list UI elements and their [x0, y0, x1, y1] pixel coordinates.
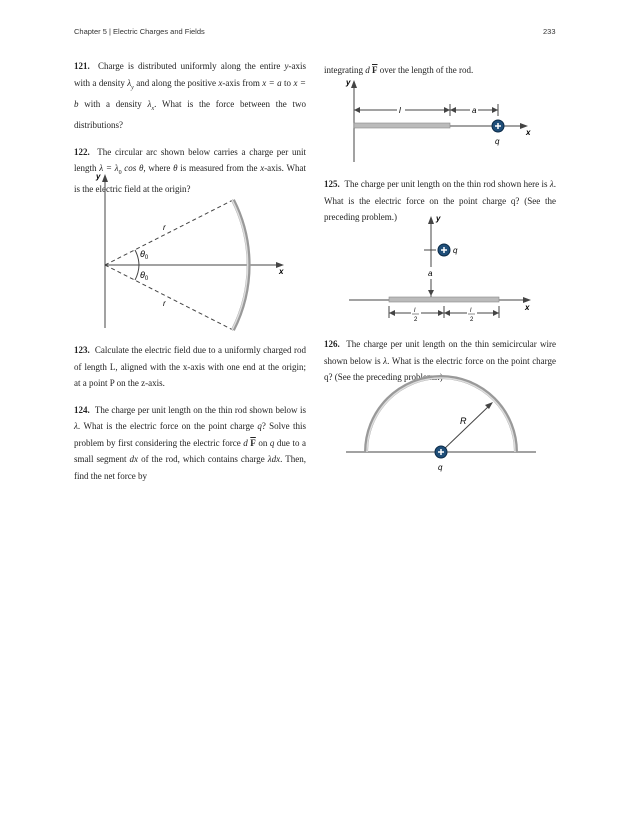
- text: λ: [127, 77, 132, 88]
- dim-arrow: [492, 107, 498, 113]
- text: λ: [74, 421, 78, 431]
- dim-arrow: [444, 310, 450, 316]
- text: . What is the electric force on the point charge q? (See the preceding problem.): [324, 179, 556, 222]
- charged-rod: [354, 123, 450, 128]
- text: $\overline{F}$: [372, 65, 378, 75]
- radius-upper: [105, 200, 233, 265]
- text: The circular arc shown below carries a charge per unit length: [74, 146, 307, 174]
- problem-number: 126.: [324, 339, 340, 349]
- text: d: [365, 65, 370, 75]
- text: x: [218, 77, 223, 88]
- l-half-den-left: 2: [414, 317, 418, 323]
- a-label: a: [472, 106, 477, 115]
- text: The charge per unit length on the thin rod shown below is: [94, 404, 307, 415]
- text: and along the positive: [133, 77, 219, 88]
- text: integrating: [324, 65, 366, 75]
- radius-arrow: [485, 402, 493, 409]
- text: . Then, find the net force by: [74, 454, 306, 481]
- text: $\overline{F}$: [250, 437, 256, 448]
- l-half-den-right: 2: [470, 317, 474, 323]
- radius-line: [441, 405, 490, 452]
- left-column-lower: [74, 342, 306, 494]
- text: ? Solve this problem by first considering the electric force: [74, 421, 307, 448]
- text: λ: [549, 179, 554, 189]
- text: -axis from: [222, 77, 263, 88]
- problem-number: 121.: [74, 61, 90, 71]
- q-label: q: [438, 463, 443, 472]
- text: dx: [129, 454, 139, 464]
- figure-126-semicircle: [344, 374, 538, 474]
- arc-highlight: [367, 378, 515, 452]
- text: on: [255, 437, 270, 448]
- q-label: q: [453, 246, 458, 255]
- l-half-num-left: l: [414, 308, 416, 314]
- text: q: [269, 437, 275, 448]
- problem-number: 125.: [324, 179, 340, 189]
- text: . What is the electric force on the point charge: [77, 421, 258, 431]
- problem-124: [74, 402, 306, 485]
- text: cos θ,: [121, 163, 146, 174]
- text: λ: [147, 98, 152, 109]
- r-label-lower: r: [163, 299, 166, 308]
- y-axis-label: y: [96, 172, 101, 181]
- dim-arrow: [444, 107, 450, 113]
- charged-rod: [389, 297, 499, 302]
- text: λ = λ: [99, 163, 119, 174]
- radius-lower: [105, 265, 233, 330]
- l-label: l: [399, 106, 401, 115]
- text: with a density: [78, 98, 148, 109]
- text: λ: [383, 355, 388, 366]
- page-number: 233: [543, 27, 556, 36]
- text: d: [243, 437, 248, 448]
- figure-124-rod: [340, 76, 540, 166]
- text: due to a small segment: [74, 437, 307, 464]
- y-axis-label: y: [346, 78, 351, 87]
- problem-number: 124.: [74, 404, 90, 415]
- text: q: [257, 421, 262, 431]
- dim-arrow: [354, 107, 360, 113]
- dim-arrow: [450, 107, 456, 113]
- q-label: q: [495, 137, 500, 146]
- y-axis-arrow: [351, 80, 357, 88]
- y-axis-label: y: [436, 214, 441, 223]
- text: 0: [118, 169, 122, 176]
- x-axis-label: x: [526, 128, 531, 137]
- text: Calculate the electric field due to a uniformly charged rod of length L, aligned with the x-axis with one end at the origin; at a point P on the z-axis.: [74, 345, 307, 388]
- R-label: R: [460, 416, 467, 426]
- y-axis-arrow: [428, 216, 434, 224]
- figure-122-arc: [80, 170, 290, 335]
- r-label-upper: r: [163, 223, 166, 232]
- x-axis-label: x: [525, 303, 530, 312]
- text: . What is the electric force on the point charge q? (See the preceding problems.): [324, 355, 557, 382]
- dim-arrow: [389, 310, 395, 316]
- theta0-lower: $\theta_0$: [140, 270, 149, 282]
- text: -axis with a density: [74, 61, 306, 88]
- angle-arc-upper: [135, 250, 139, 265]
- text: θ: [173, 163, 178, 174]
- text: x: [260, 163, 265, 174]
- text: -axis. What is the electric field at the origin?: [74, 163, 306, 195]
- text: x = a: [262, 77, 282, 88]
- x-axis-label: x: [279, 267, 284, 276]
- text: y: [131, 84, 134, 91]
- text: x: [151, 105, 155, 112]
- text: λdx: [267, 454, 281, 464]
- dim-arrow: [493, 310, 499, 316]
- text: of the rod, which contains charge: [138, 454, 268, 464]
- text: where: [145, 163, 174, 174]
- chapter-header: Chapter 5 | Electric Charges and Fields: [74, 27, 205, 36]
- charged-semicircle: [366, 377, 516, 452]
- theta0-upper: $\theta_0$: [140, 249, 149, 261]
- a-label: a: [428, 269, 433, 278]
- arc-highlight: [232, 200, 248, 330]
- text: . What is the force between the two distributions?: [74, 98, 306, 131]
- problem-123: [74, 342, 306, 392]
- figure-125-rod: [345, 212, 545, 324]
- text: The charge per unit length on the thin semicircular wire shown below is: [324, 339, 557, 366]
- dim-arrow: [438, 310, 444, 316]
- problem-number: 123.: [74, 345, 90, 355]
- text: is measured from the: [177, 163, 261, 174]
- y-axis-arrow: [102, 174, 108, 182]
- text: x = b: [74, 77, 306, 109]
- text: to: [281, 77, 294, 88]
- l-half-num-right: l: [470, 308, 472, 314]
- text: The charge per unit length on the thin rod shown here is: [344, 179, 550, 189]
- text: y: [284, 61, 289, 71]
- dim-arrow: [428, 290, 434, 296]
- text: Charge is distributed uniformly along the entire: [97, 61, 285, 71]
- text: over the length of the rod.: [377, 65, 474, 75]
- problem-number: 122.: [74, 146, 90, 157]
- problem-121: [74, 58, 306, 134]
- angle-arc-lower: [135, 265, 139, 280]
